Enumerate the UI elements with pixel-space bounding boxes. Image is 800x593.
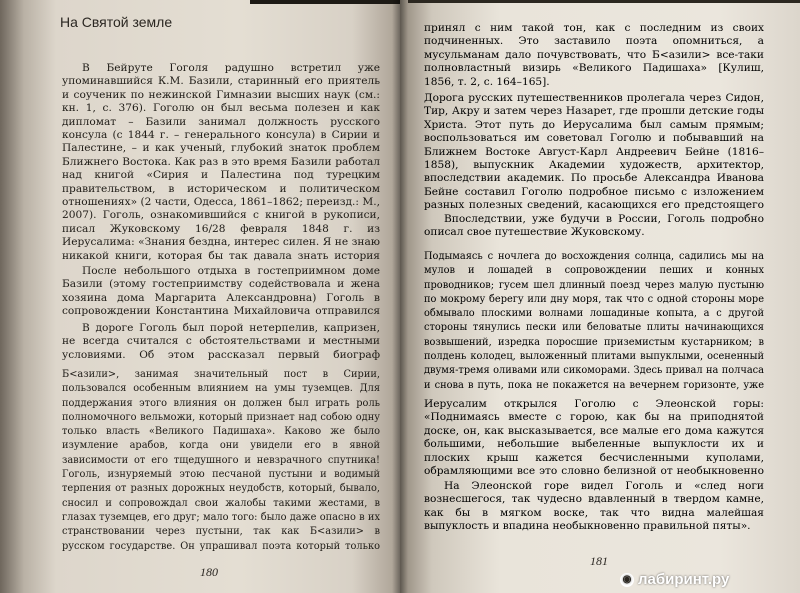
right-paragraph-4 bbox=[424, 398, 764, 478]
watermark-text: лабиринт.ру bbox=[638, 571, 730, 588]
right-paragraph-5 bbox=[424, 480, 764, 548]
paragraph-text: Дорога русских путешественников пролегала через Сидон, Тир, Акру и затем через Назарет, где прошли детские годы Христа. Этот путь до Иерусалима был самым прямым; воспользоваться им советовал Гоголю и побывавший на Ближнем Востоке Август-Карл Андреевич Бейне (1816–1858), выпускник Академии художеств, архитектор, впоследствии академик. По просьбе Александра Иванова Бейне составил Гоголю подробное письмо с изложением разных полезных сведений, касающихся его предстоящего bbox=[424, 92, 764, 212]
left-paragraph-1 bbox=[62, 62, 380, 262]
paragraph-text: После небольшого отдыха в гостеприимном доме Базили (этому гостеприимству содействовала и жена хозяина дома Маргарита Александровна) Гоголь в сопровождении Константина Михайловича отправился bbox=[62, 265, 380, 318]
page-edge bbox=[250, 0, 400, 4]
right-paragraph-1 bbox=[424, 22, 764, 88]
page-number: 180 bbox=[200, 565, 218, 579]
page-edge bbox=[408, 0, 800, 3]
labirint-logo-icon: ◉ bbox=[620, 573, 634, 587]
paragraph-text: Впоследствии, уже будучи в России, Гоголь подробно описал свое путешествие Жуковскому. bbox=[424, 213, 764, 239]
right-paragraph-3 bbox=[424, 213, 764, 241]
paragraph-text: В дороге Гоголь был порой нетерпелив, капризен, не всегда считался с обстоятельствами и местными условиями. Об этом рассказал первый биограф bbox=[62, 322, 380, 361]
left-quote bbox=[62, 368, 380, 554]
paragraph-text: Иерусалим открылся Гоголю с Элеонской горы: «Поднимаясь вместе с горою, как бы на приподнятой доске, он, как высказывается, все малые его дома кажутся большими, небольшие выбеленные выпуклости их и плоских крыш кажется бесчисленными куполами, обрамляющими все это словно белизной от необыкновенно bbox=[424, 398, 764, 478]
paragraph-text: На Элеонской горе видел Гоголь и «след ноги вознесшегося, так чудесно вдавленный в твердом камне, как бы в мягком воске, так что видна малейшая выпуклость и впадина необыкновенно правильной пяты». bbox=[424, 480, 764, 533]
book-gutter bbox=[392, 0, 408, 593]
right-quote bbox=[424, 250, 764, 393]
left-paragraph-2 bbox=[62, 265, 380, 319]
paragraph-text: В Бейруте Гоголя радушно встретил уже упоминавшийся К.М. Базили, старинный его приятель и соученик по нежинской Гимназии высших наук (см.: кн. 1, с. 376). Гоголю он был весьма полезен и как дипломат – Базили занимал должность русского консула (с 1844 г. – генерального консула) в Сирии и Палестине, – и как ученый, глубокий знаток проблем Ближнего Востока. Как раз в это время Базили работал над книгой «Сирия и Палестина под турецким правительством, в историческом и политическом отношениях» (2 части, Одесса, 1861–1862; переизд.: М., 2007). Гоголь, ознакомившийся с книгой в рукописи, писал Жуковскому 16/28 февраля 1848 г. из Иерусалима: «Знания бездна, интерес силен. Я не знаю никакой книги, которая бы так давала знать история bbox=[62, 62, 380, 262]
right-paragraph-2 bbox=[424, 92, 764, 212]
paragraph-text: принял с ним такой тон, как с последним из своих подчиненных. Это заставило поэта опомниться, а мусульманам дало почувствовать, что Б<азили> все-таки полновластный визирь «Великого Падишаха» [Кулиш, 1856, т. 2, с. 164–165]. bbox=[424, 22, 764, 88]
watermark bbox=[620, 571, 800, 588]
running-header: На Святой земле bbox=[60, 14, 173, 30]
quote-text: Б<азили>, занимая значительный пост в Сирии, пользовался особенным влиянием на умы туземцев. Для поддержания этого влияния он должен был играть роль полномочного вельможи, который признает над собою одну только власть «Великого Падишаха». Каково же было изумление арабов, когда они увидели его в явной зависимости от его тщедушного и невзрачного спутника! Гоголь, изнуряемый этою песчаной пустыни и водимый терпения от разных дорожных неудобств, который, бывало, сносил и сопровождал свои жалобы такими жестами, в глазах туземцев, его друг; мало того: было даже опасно в их странствовании через пустыни, так как Б<азили> в русском государстве. Он упрашивал поэта который только bbox=[62, 369, 380, 552]
quote-text: Подымаясь с ночлега до восхождения солнца, садились мы на мулов и лошадей в сопровождении пеших и конных проводников; гусем шел длинный поезд через малую пустыню по мокрому берегу или дну моря, так что с одной стороны море обмывало плоскими волнами лошадиные копыта, а с другой стороны тянулись пески или беловатые плиты начинающихся возвышений, изредка поросшие приземистым кустарником; в полдень колодец, выложенный плитами выпуклыми, осененный двумя-тремя оливами или сикоморами. Здесь привал на полчаса и снова в путь, пока не покажется на вечернем горизонте, уже bbox=[424, 251, 764, 391]
left-paragraph-3 bbox=[62, 322, 380, 363]
page-number: 181 bbox=[590, 554, 608, 568]
